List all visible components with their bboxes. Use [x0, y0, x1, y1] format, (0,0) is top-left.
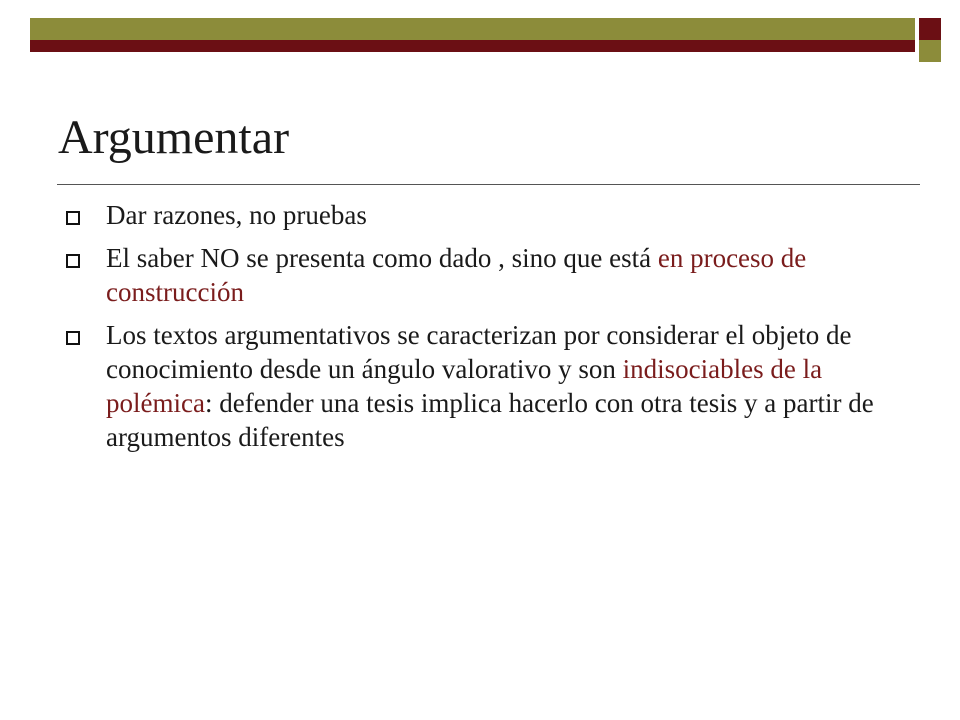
bullet-item-1 — [63, 198, 903, 232]
header-banner — [0, 0, 960, 80]
bullet-highlight: en proceso de construcción — [106, 243, 807, 307]
hollow-square-icon — [66, 331, 80, 345]
banner-maroon-square — [919, 18, 941, 40]
bullet-text: Los textos argumentativos se caracterizan por considerar el objeto de conocimiento desde un ángulo valorativo y son — [106, 320, 852, 384]
bullet-item-3 — [63, 318, 903, 454]
banner-maroon-stripe — [30, 40, 915, 52]
bullet-list — [63, 198, 903, 463]
bullet-text-after: : defender una tesis implica hacerlo con otra tesis y a partir de argumentos diferentes — [106, 388, 874, 452]
bullet-text: El saber NO se presenta como dado , sino que está — [106, 243, 652, 273]
hollow-square-icon — [66, 254, 80, 268]
hollow-square-icon — [66, 211, 80, 225]
bullet-text: Dar razones, no pruebas — [106, 200, 367, 230]
title-divider — [57, 184, 920, 185]
bullet-item-2 — [63, 241, 903, 309]
slide-title: Argumentar — [58, 111, 290, 164]
banner-olive-stripe — [30, 18, 915, 40]
banner-olive-square — [919, 40, 941, 62]
bullet-highlight: indisociables de la polémica — [106, 354, 823, 418]
